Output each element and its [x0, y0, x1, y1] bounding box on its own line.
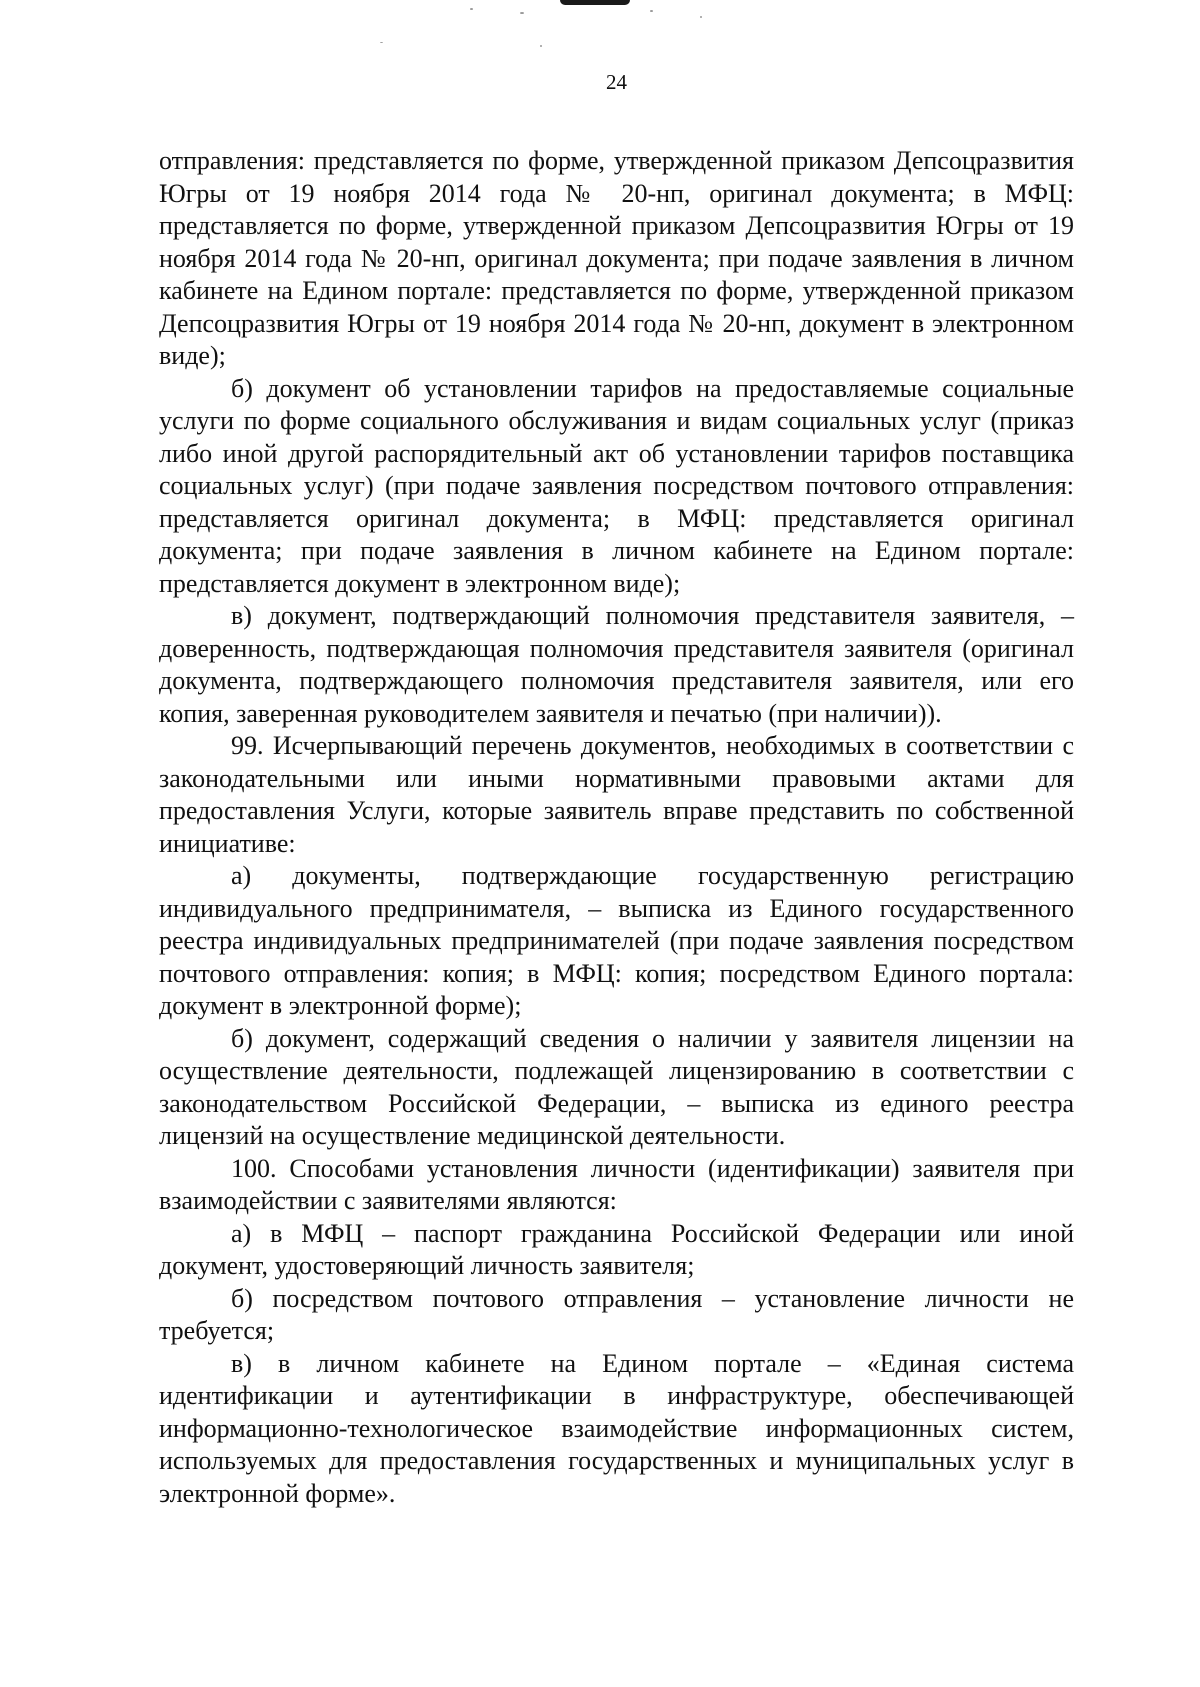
- scan-speck: [380, 42, 383, 43]
- scan-speck: [470, 8, 473, 10]
- scan-speck: [700, 16, 702, 18]
- paragraph-99: 99. Исчерпывающий перечень документов, необходимых в соответствии с законодательными или иными нормативными правовыми актами для предоставления Услуги, которые заявитель вправе представить по собственной инициативе:: [159, 731, 1074, 858]
- paragraph-100: 100. Способами установления личности (идентификации) заявителя при взаимодействии с заявителями являются:: [159, 1153, 1074, 1215]
- paragraph-item-v-portal: в) в личном кабинете на Едином портале – «Единая система идентификации и аутентификации в инфраструктуре, обеспечивающей информационно-технологическое взаимодействие информационных систем, используемых для предоставления государственных и муниципальных услуг в электронной форме».: [159, 1348, 1074, 1508]
- paragraph-item-b-tariffs: б) документ об установлении тарифов на предоставляемые социальные услуги по форме социального обслуживания и видам социальных услуг (приказ либо иной другой распорядительный акт об установлении тарифов поставщика социальных услуг) (при подаче заявления посредством почтового отправления: представляется оригинал документа; в МФЦ: представляется оригинал документа; при подаче заявления в личном кабинете на Едином портале: представляется документ в электронном виде);: [159, 373, 1074, 598]
- scan-speck: [650, 10, 653, 12]
- scan-speck: [540, 45, 542, 47]
- scan-artifact: [560, 0, 630, 5]
- paragraph-item-v-power-of-attorney: в) документ, подтверждающий полномочия представителя заявителя, – доверенность, подтверждающая полномочия представителя заявителя (оригинал документа, подтверждающего полномочия представителя заявителя, или его копия, заверенная руководителем заявителя и печатью (при наличии)).: [159, 601, 1074, 728]
- paragraph-item-b-postal: б) посредством почтового отправления – установление личности не требуется;: [159, 1283, 1074, 1345]
- scan-speck: [520, 12, 524, 14]
- paragraph-item-a-registration: а) документы, подтверждающие государственную регистрацию индивидуального предпринимателя, – выписка из Единого государственного реестра индивидуальных предпринимателей (при подаче заявления посредством почтового отправления: копия; в МФЦ: копия; посредством Единого портала: документ в электронной форме);: [159, 861, 1074, 1020]
- page-number: 24: [606, 70, 627, 94]
- paragraph-item-b-license: б) документ, содержащий сведения о наличии у заявителя лицензии на осуществление деятельности, подлежащей лицензированию в соответствии с законодательством Российской Федерации, – выписка из единого реестра лицензий на осуществление медицинской деятельности.: [159, 1023, 1074, 1150]
- paragraph-item-a-mfc: а) в МФЦ – паспорт гражданина Российской Федерации или иной документ, удостоверяющий личность заявителя;: [159, 1218, 1074, 1280]
- document-body: [159, 145, 1074, 1510]
- paragraph-continuation: отправления: представляется по форме, утвержденной приказом Депсоцразвития Югры от 19 ноября 2014 года № 20-нп, оригинал документа; в МФЦ: представляется по форме, утвержденной приказом Депсоцразвития Югры от 19 ноября 2014 года № 20-нп, оригинал документа; при подаче заявления в личном кабинете на Едином портале: представляется по форме, утвержденной приказом Депсоцразвития Югры от 19 ноября 2014 года № 20-нп, документ в электронном виде);: [159, 146, 1074, 370]
